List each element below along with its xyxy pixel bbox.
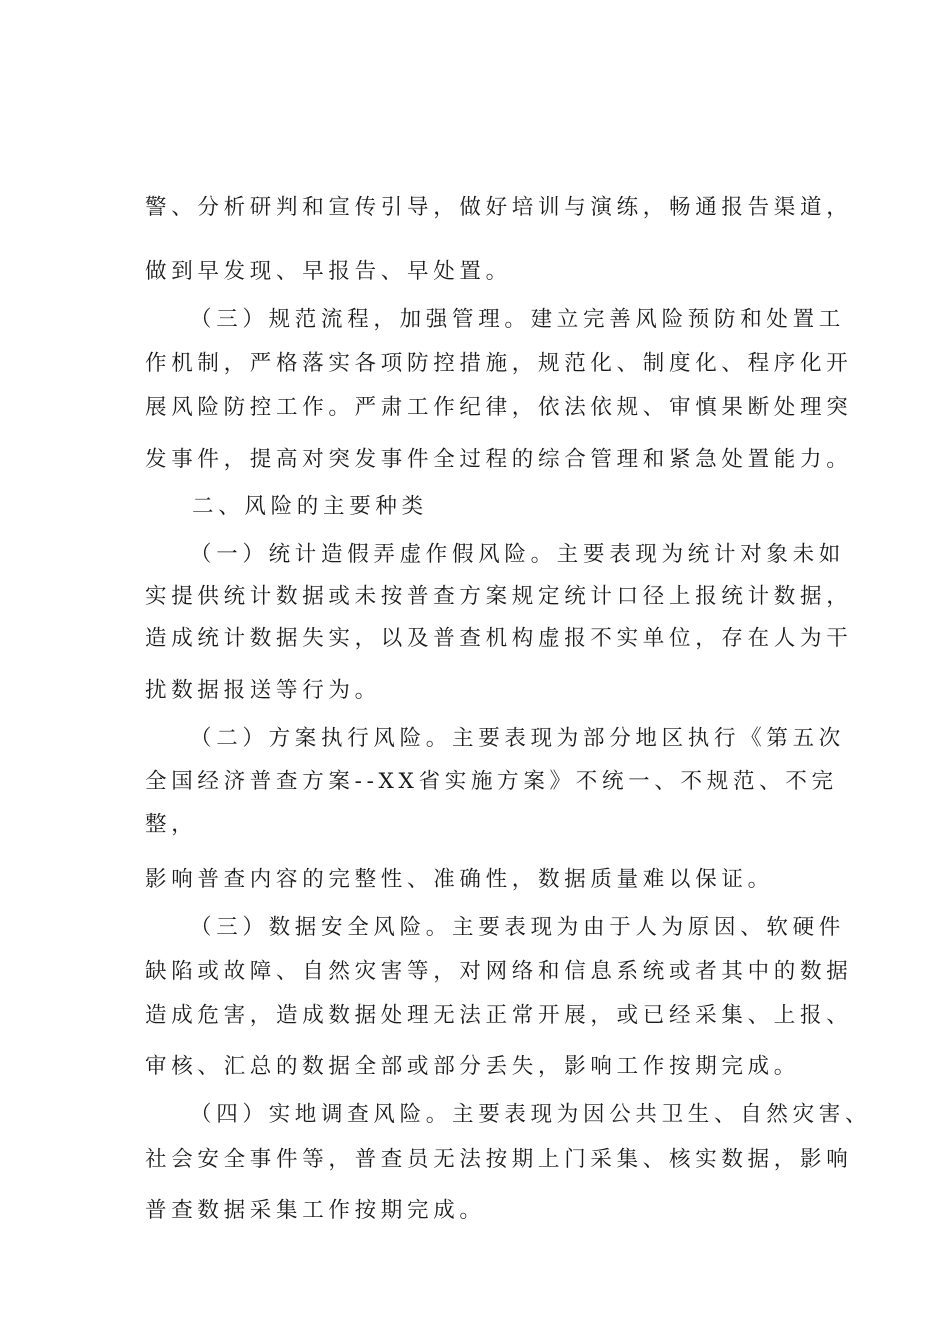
text-line: 展风险防控工作。严肃工作纪律，依法依规、审慎果断处理突 xyxy=(145,395,853,420)
text-line: 警、分析研判和宣传引导，做好培训与演练，畅通报告渠道， xyxy=(145,195,853,220)
text-line: 实提供统计数据或未按普查方案规定统计口径上报统计数据， xyxy=(145,584,853,609)
text-line: 普查数据采集工作按期完成。 xyxy=(145,1198,486,1223)
paragraph-start-line: （一）统计造假弄虚作假风险。主要表现为统计对象未如 xyxy=(190,542,846,567)
text-line: 全国经济普查方案--XX省实施方案》不统一、不规范、不完 xyxy=(145,769,838,794)
section-heading: 二、风险的主要种类 xyxy=(192,494,428,519)
text-line: 整， xyxy=(145,812,198,837)
text-line: 审核、汇总的数据全部或部分丢失，影响工作按期完成。 xyxy=(145,1054,801,1079)
text-line: 社会安全事件等，普查员无法按期上门采集、核实数据，影响 xyxy=(145,1147,853,1172)
text-line: 造成危害，造成数据处理无法正常开展，或已经采集、上报、 xyxy=(145,1003,853,1028)
text-line: 缺陷或故障、自然灾害等，对网络和信息系统或者其中的数据 xyxy=(145,959,853,984)
text-line: 做到早发现、早报告、早处置。 xyxy=(145,259,512,284)
text-line: 影响普查内容的完整性、准确性，数据质量难以保证。 xyxy=(145,867,774,892)
paragraph-start-line: （二）方案执行风险。主要表现为部分地区执行《第五次 xyxy=(190,726,846,751)
text-line: 扰数据报送等行为。 xyxy=(145,678,381,703)
text-line: 发事件，提高对突发事件全过程的综合管理和紧急处置能力。 xyxy=(145,447,853,472)
paragraph-start-line: （四）实地调查风险。主要表现为因公共卫生、自然灾害、 xyxy=(190,1102,872,1127)
text-line: 作机制，严格落实各项防控措施，规范化、制度化、程序化开 xyxy=(145,351,853,376)
paragraph-start-line: （三）数据安全风险。主要表现为由于人为原因、软硬件 xyxy=(190,915,846,940)
paragraph-start-line: （三）规范流程，加强管理。建立完善风险预防和处置工 xyxy=(190,307,846,332)
text-line: 造成统计数据失实，以及普查机构虚报不实单位，存在人为干 xyxy=(145,626,853,651)
